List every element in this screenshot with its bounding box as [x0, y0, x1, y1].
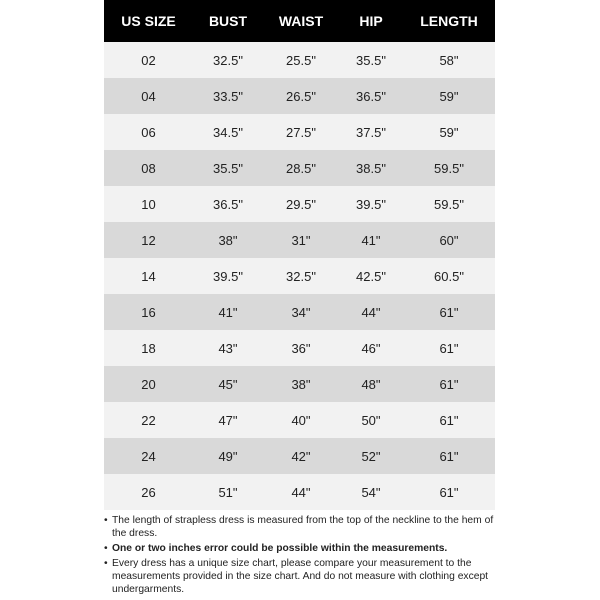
table-row [104, 294, 495, 330]
cell-waist: 26.5" [286, 88, 316, 104]
cell-waist: 32.5" [286, 268, 316, 284]
cell-length: 61" [439, 376, 459, 392]
cell-us-size: 02 [141, 52, 156, 68]
table-row [104, 474, 495, 510]
cell-waist: 25.5" [286, 52, 316, 68]
note-text: One or two inches error could be possible within the measurements. [112, 543, 448, 554]
cell-length: 61" [439, 448, 459, 464]
header-bust: BUST [208, 13, 248, 29]
cell-length: 59.5" [434, 196, 464, 212]
table-row [104, 78, 495, 114]
cell-us-size: 20 [141, 376, 156, 392]
cell-hip: 42.5" [356, 268, 386, 284]
cell-hip: 54" [361, 484, 381, 500]
note-item [104, 542, 504, 555]
cell-length: 61" [439, 340, 459, 356]
cell-us-size: 08 [141, 160, 156, 176]
note-text: The length of strapless dress is measured from the top of the neckline to the hem of the dress. [112, 515, 494, 539]
cell-us-size: 14 [141, 268, 156, 284]
cell-us-size: 10 [141, 196, 156, 212]
cell-hip: 41" [361, 232, 381, 248]
note-text: Every dress has a unique size chart, please compare your measurement to the measurements provided in the size chart. And do not measure with clothing except undergarments. [112, 558, 489, 595]
cell-length: 59.5" [434, 160, 464, 176]
cell-waist: 36" [291, 340, 311, 356]
cell-bust: 34.5" [213, 124, 243, 140]
cell-waist: 28.5" [286, 160, 316, 176]
cell-waist: 38" [291, 376, 311, 392]
table-row [104, 186, 495, 222]
size-chart-table [104, 0, 495, 510]
cell-hip: 46" [361, 340, 381, 356]
size-notes [104, 514, 504, 598]
cell-bust: 43" [218, 340, 238, 356]
header-hip: HIP [359, 13, 383, 29]
cell-length: 59" [439, 124, 459, 140]
header-us-size: US SIZE [121, 13, 176, 29]
cell-bust: 35.5" [213, 160, 243, 176]
table-header-row [104, 0, 495, 42]
cell-hip: 44" [361, 304, 381, 320]
cell-length: 61" [439, 484, 459, 500]
cell-bust: 38" [218, 232, 238, 248]
table-row [104, 366, 495, 402]
cell-length: 60" [439, 232, 459, 248]
cell-hip: 36.5" [356, 88, 386, 104]
table-row [104, 438, 495, 474]
cell-us-size: 12 [141, 232, 156, 248]
cell-bust: 41" [218, 304, 238, 320]
cell-hip: 35.5" [356, 52, 386, 68]
cell-hip: 50" [361, 412, 381, 428]
cell-waist: 44" [291, 484, 311, 500]
header-waist: WAIST [278, 13, 324, 29]
cell-us-size: 06 [141, 124, 156, 140]
cell-hip: 48" [361, 376, 381, 392]
table-row [104, 258, 495, 294]
cell-us-size: 22 [141, 412, 156, 428]
cell-bust: 45" [218, 376, 238, 392]
cell-bust: 49" [218, 448, 238, 464]
note-item [104, 557, 504, 596]
cell-waist: 34" [291, 304, 311, 320]
cell-us-size: 16 [141, 304, 156, 320]
bullet: • [104, 558, 108, 569]
table-row [104, 330, 495, 366]
cell-length: 61" [439, 412, 459, 428]
cell-waist: 42" [291, 448, 311, 464]
cell-bust: 39.5" [213, 268, 243, 284]
cell-waist: 27.5" [286, 124, 316, 140]
cell-waist: 40" [291, 412, 311, 428]
cell-bust: 36.5" [213, 196, 243, 212]
cell-waist: 31" [291, 232, 311, 248]
table-row [104, 402, 495, 438]
header-length: LENGTH [420, 13, 478, 29]
cell-bust: 51" [218, 484, 238, 500]
cell-length: 60.5" [434, 268, 464, 284]
cell-us-size: 18 [141, 340, 156, 356]
cell-hip: 52" [361, 448, 381, 464]
bullet: • [104, 543, 108, 554]
table-row [104, 222, 495, 258]
table-row [104, 150, 495, 186]
cell-length: 59" [439, 88, 459, 104]
cell-length: 58" [439, 52, 459, 68]
table-row [104, 42, 495, 78]
note-item [104, 514, 504, 540]
cell-bust: 33.5" [213, 88, 243, 104]
cell-us-size: 26 [141, 484, 156, 500]
cell-hip: 37.5" [356, 124, 386, 140]
table-row [104, 114, 495, 150]
cell-us-size: 04 [141, 88, 156, 104]
cell-us-size: 24 [141, 448, 156, 464]
cell-bust: 32.5" [213, 52, 243, 68]
cell-waist: 29.5" [286, 196, 316, 212]
cell-length: 61" [439, 304, 459, 320]
cell-bust: 47" [218, 412, 238, 428]
cell-hip: 38.5" [356, 160, 386, 176]
cell-hip: 39.5" [356, 196, 386, 212]
bullet: • [104, 515, 108, 526]
